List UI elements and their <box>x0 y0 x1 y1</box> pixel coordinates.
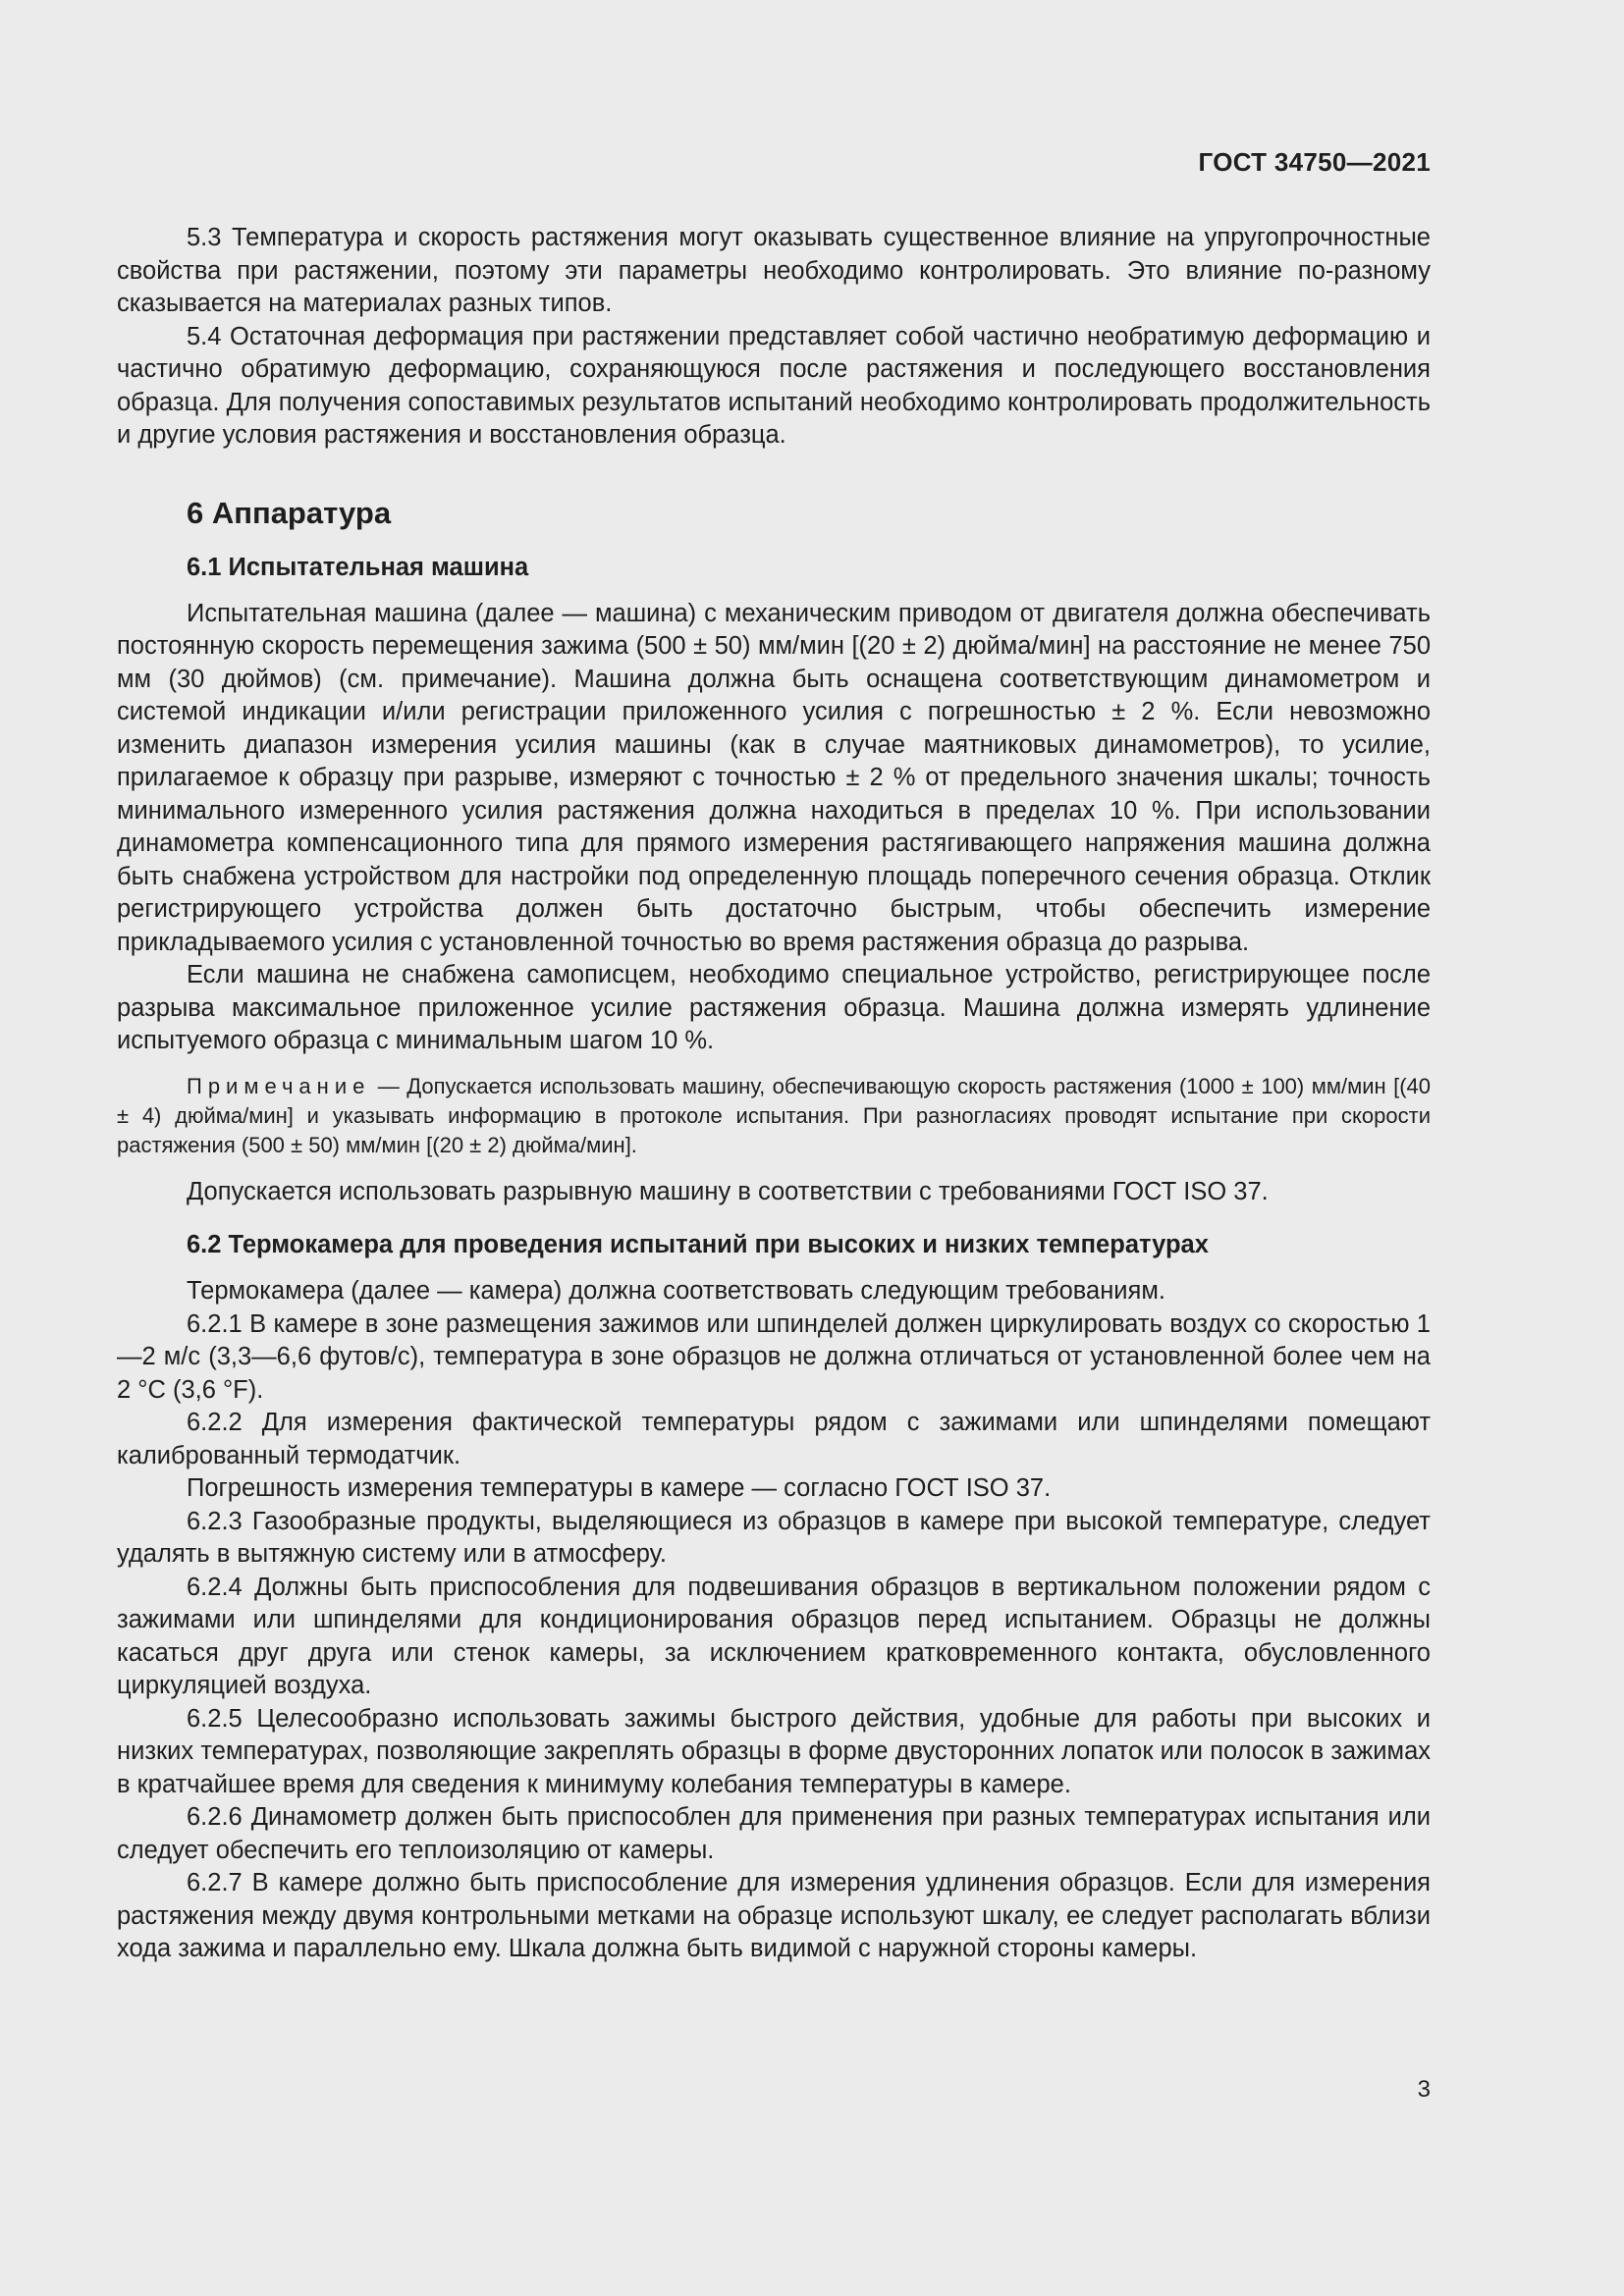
paragraph-6-2-7: 6.2.7 В камере должно быть приспособление для измерения удлинения образцов. Если для измерения растяжения между двумя контрольными метками на образце используют шкалу, ее следует располагать вблизи хода зажима и параллельно ему. Шкала должна быть видимой с наружной стороны камеры. <box>117 1869 1431 1962</box>
paragraph-6-2-1: 6.2.1 В камере в зоне размещения зажимов или шпинделей должен циркулировать воздух со скоростью 1—2 м/с (3,3—6,6 футов/с), температура в зоне образцов не должна отличаться от установленной более чем на 2 °C (3,6 °F). <box>117 1309 1431 1404</box>
paragraph-6-1-b: Если машина не снабжена самописцем, необходимо специальное устройство, регистрирующее после разрыва максимальное приложенное усилие растяжения образца. Машина должна измерять удлинение испытуемого образца с минимальным шагом 10 %. <box>117 961 1431 1054</box>
note <box>117 1072 1431 1160</box>
paragraph-6-2-6: 6.2.6 Динамометр должен быть приспособлен для применения при разных температурах испытания или следует обеспечить его теплоизоляцию от камеры. <box>117 1803 1431 1864</box>
paragraph-5-4: 5.4 Остаточная деформация при растяжении представляет собой частично необратимую деформацию и частично обратимую деформацию, сохраняющуюся после растяжения и последующего восстановления образца. Для получения сопоставимых результатов испытаний необходимо контролировать продолжительность и другие условия растяжения и восстановления образца. <box>117 322 1431 449</box>
section-heading-6: 6 Аппаратура <box>187 495 392 530</box>
paragraph-6-2-2-b: Погрешность измерения температуры в камере — согласно ГОСТ ISO 37. <box>187 1474 1052 1502</box>
paragraph-6-1-a: Испытательная машина (далее — машина) с механическим приводом от двигателя должна обеспечивать постоянную скорость перемещения зажима (500 ± 50) мм/мин [(20 ± 2) дюйма/мин] на расстояние не менее 750 мм (30 дюймов) (см. примечание). Машина должна быть оснащена соответствующим динамометром и системой индикации и/или регистрации приложенного усилия с погрешностью ± 2 %. Если невозможно изменить диапазон измерения усилия машины (как в случае маятниковых динамометров), то усилие, прилагаемое к образцу при разрыве, измеряют с точностью ± 2 % от предельного значения шкалы; точность минимального измеренного усилия растяжения должна находиться в пределах 10 %. При использовании динамометра компенсационного типа для прямого измерения растягивающего напряжения машина должна быть снабжена устройством для настройки под определенную площадь поперечного сечения образца. Отклик регистрирующего устройства должен быть достаточно быстрым, чтобы обеспечить измерение прикладываемого усилия с установленной точностью во время растяжения образца до разрыва. <box>117 599 1431 956</box>
note-label: Примечание <box>187 1073 371 1098</box>
paragraph-6-2-intro: Термокамера (далее — камера) должна соответствовать следующим требованиям. <box>187 1277 1165 1305</box>
subsection-heading-6-2: 6.2 Термокамера для проведения испытаний при высоких и низких температурах <box>187 1231 1209 1258</box>
doc-code-header: ГОСТ 34750—2021 <box>1198 147 1431 177</box>
document-page <box>117 0 1431 2296</box>
paragraph-6-2-2: 6.2.2 Для измерения фактической температуры рядом с зажимами или шпинделями помещают калиброванный термодатчик. <box>117 1409 1431 1469</box>
paragraph-6-1-c: Допускается использовать разрывную машину в соответствии с требованиями ГОСТ ISO 37. <box>187 1177 1269 1205</box>
subsection-heading-6-1: 6.1 Испытательная машина <box>187 553 529 581</box>
page-number: 3 <box>1417 2076 1431 2103</box>
paragraph-6-2-3: 6.2.3 Газообразные продукты, выделяющиеся из образцов в камере при высокой температуре, следует удалять в вытяжную систему или в атмосферу. <box>117 1507 1431 1568</box>
paragraph-6-2-5: 6.2.5 Целесообразно использовать зажимы быстрого действия, удобные для работы при высоких и низких температурах, позволяющие закреплять образцы в форме двусторонних лопаток или полосок в зажимах в кратчайшее время для сведения к минимуму колебания температуры в камере. <box>117 1704 1431 1798</box>
paragraph-6-2-4: 6.2.4 Должны быть приспособления для подвешивания образцов в вертикальном положении рядом с зажимами или шпинделями для кондиционирования образцов перед испытанием. Образцы не должны касаться друг друга или стенок камеры, за исключением кратковременного контакта, обусловленного циркуляцией воздуха. <box>117 1573 1431 1699</box>
document-body <box>117 222 1431 1966</box>
note-text: — Допускается использовать машину, обеспечивающую скорость растяжения (1000 ± 100) мм/мин [(40 ± 4) дюйма/мин] и указывать информацию в протоколе испытания. При разногласиях проводят испытание при скорости растяжения (500 ± 50) мм/мин [(20 ± 2) дюйма/мин]. <box>117 1073 1431 1157</box>
paragraph-5-3: 5.3 Температура и скорость растяжения могут оказывать существенное влияние на упругопрочностные свойства при растяжении, поэтому эти параметры необходимо контролировать. Это влияние по-разному сказывается на материалах разных типов. <box>117 224 1431 317</box>
